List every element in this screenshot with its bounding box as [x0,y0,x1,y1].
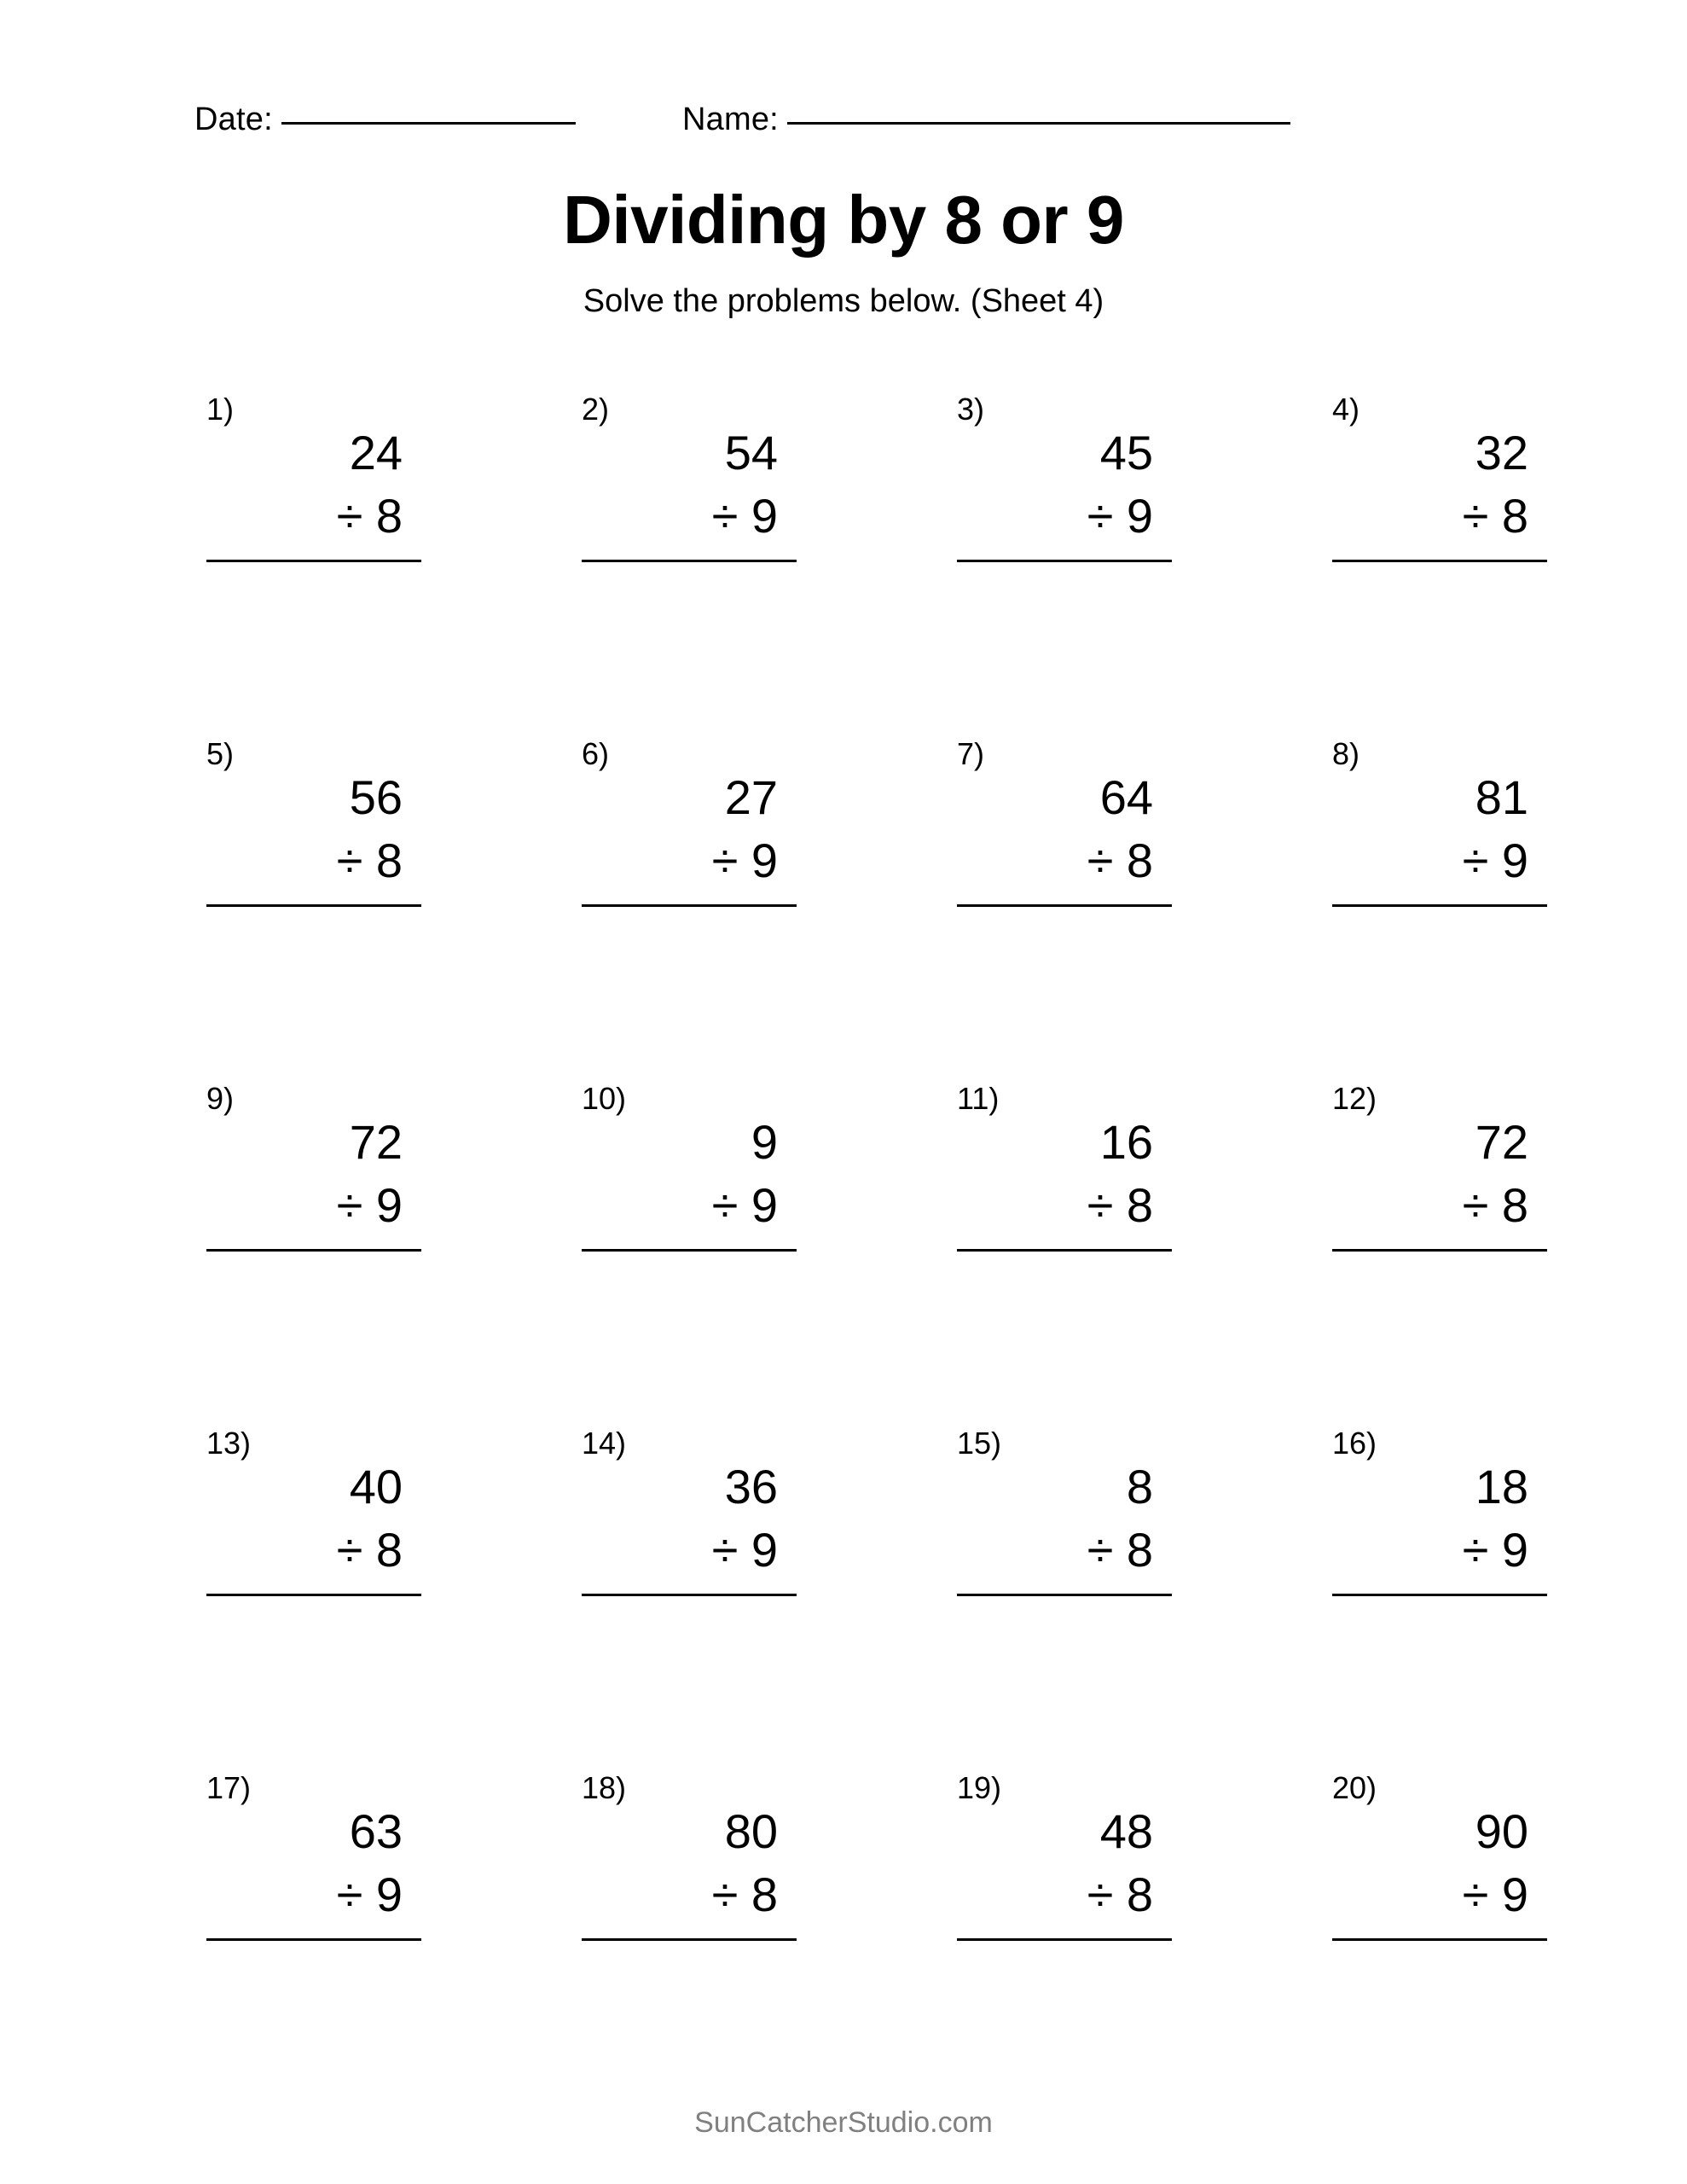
date-write-line[interactable] [281,122,576,125]
answer-line[interactable] [206,904,421,907]
problem-number: 2) [582,392,610,427]
divisor: ÷ 9 [1462,834,1528,887]
date-field-group [194,101,576,138]
problem-item [171,392,546,737]
answer-line[interactable] [957,1249,1172,1252]
problem-expression [957,1455,1170,1582]
name-write-line[interactable] [787,122,1290,125]
problem-number: 3) [957,392,985,427]
problem-number: 10) [582,1081,627,1116]
dividend: 32 [1475,426,1528,479]
problem-expression [582,1800,795,1926]
problem-expression [1332,1111,1545,1237]
dividend: 63 [349,1804,403,1858]
answer-line[interactable] [206,1249,421,1252]
problem-expression [1332,1455,1545,1582]
problem-item [1296,1082,1672,1426]
dividend: 36 [724,1460,778,1513]
problem-number: 1) [206,392,235,427]
page-subtitle: Solve the problems below. (Sheet 4) [583,283,1104,319]
answer-line[interactable] [1332,1249,1547,1252]
problem-expression [1332,421,1545,548]
dividend: 64 [1099,770,1153,824]
divisor: ÷ 9 [711,1523,778,1577]
divisor: ÷ 8 [1087,834,1153,887]
divisor: ÷ 9 [1087,489,1153,543]
dividend: 48 [1099,1804,1153,1858]
problem-item [921,737,1296,1082]
divisor: ÷ 8 [336,489,403,543]
problem-expression [957,1800,1170,1926]
problem-item [546,1082,921,1426]
problem-item [171,737,546,1082]
dividend: 54 [724,426,778,479]
problem-number: 7) [957,736,985,771]
problem-number: 16) [1332,1426,1377,1461]
problem-number: 20) [1332,1770,1377,1805]
problem-expression [206,1111,420,1237]
problem-expression [957,421,1170,548]
problem-item [1296,1771,1672,2116]
problem-expression [582,421,795,548]
problem-item [1296,1426,1672,1771]
dividend: 27 [724,770,778,824]
problem-expression [206,1800,420,1926]
answer-line[interactable] [206,1938,421,1941]
problem-expression [1332,766,1545,892]
answer-line[interactable] [1332,904,1547,907]
problem-expression [1332,1800,1545,1926]
dividend: 72 [1475,1115,1528,1169]
problem-expression [206,421,420,548]
problem-number: 4) [1332,392,1360,427]
answer-line[interactable] [582,1594,797,1596]
answer-line[interactable] [582,904,797,907]
problem-item [921,1771,1296,2116]
problem-item [546,1771,921,2116]
problem-item [546,1426,921,1771]
problem-expression [582,1455,795,1582]
problem-number: 13) [206,1426,252,1461]
problem-item [171,1426,546,1771]
divisor: ÷ 8 [336,834,403,887]
problem-item [921,1082,1296,1426]
name-label: Name: [682,102,779,137]
problem-expression [206,1455,420,1582]
problem-number: 14) [582,1426,627,1461]
divisor: ÷ 9 [711,1178,778,1232]
answer-line[interactable] [957,560,1172,562]
dividend: 56 [349,770,403,824]
problem-number: 9) [206,1081,235,1116]
problem-grid [171,392,1535,2116]
problem-number: 5) [206,736,235,771]
divisor: ÷ 8 [1087,1178,1153,1232]
answer-line[interactable] [957,1938,1172,1941]
problem-expression [582,1111,795,1237]
divisor: ÷ 9 [711,834,778,887]
date-label: Date: [194,102,273,137]
answer-line[interactable] [582,560,797,562]
dividend: 80 [724,1804,778,1858]
answer-line[interactable] [1332,1594,1547,1596]
dividend: 18 [1475,1460,1528,1513]
problem-number: 11) [957,1081,1000,1116]
problem-expression [957,1111,1170,1237]
page-title: Dividing by 8 or 9 [563,182,1124,258]
dividend: 9 [751,1115,778,1169]
problem-number: 12) [1332,1081,1377,1116]
problem-item [1296,392,1672,737]
divisor: ÷ 9 [1462,1867,1528,1921]
answer-line[interactable] [582,1938,797,1941]
divisor: ÷ 8 [711,1867,778,1921]
footer-attribution: SunCatcherStudio.com [694,2106,993,2139]
problem-item [921,1426,1296,1771]
problem-item [921,392,1296,737]
divisor: ÷ 8 [336,1523,403,1577]
problem-item [171,1082,546,1426]
worksheet-header [0,101,1687,152]
problem-expression [206,766,420,892]
answer-line[interactable] [206,1594,421,1596]
name-field-group [682,101,1290,138]
dividend: 45 [1099,426,1153,479]
problem-item [171,1771,546,2116]
problem-item [546,737,921,1082]
problem-expression [957,766,1170,892]
problem-item [1296,737,1672,1082]
divisor: ÷ 8 [1462,489,1528,543]
divisor: ÷ 9 [336,1178,403,1232]
problem-number: 17) [206,1770,252,1805]
problem-number: 15) [957,1426,1002,1461]
divisor: ÷ 8 [1462,1178,1528,1232]
answer-line[interactable] [1332,1938,1547,1941]
dividend: 40 [349,1460,403,1513]
problem-expression [582,766,795,892]
divisor: ÷ 9 [711,489,778,543]
answer-line[interactable] [957,1594,1172,1596]
answer-line[interactable] [957,904,1172,907]
dividend: 72 [349,1115,403,1169]
dividend: 16 [1099,1115,1153,1169]
divisor: ÷ 8 [1087,1523,1153,1577]
problem-number: 19) [957,1770,1002,1805]
divisor: ÷ 8 [1087,1867,1153,1921]
problem-number: 6) [582,736,610,771]
problem-number: 8) [1332,736,1360,771]
divisor: ÷ 9 [336,1867,403,1921]
answer-line[interactable] [206,560,421,562]
dividend: 8 [1126,1460,1153,1513]
answer-line[interactable] [582,1249,797,1252]
answer-line[interactable] [1332,560,1547,562]
dividend: 90 [1475,1804,1528,1858]
dividend: 81 [1475,770,1528,824]
divisor: ÷ 9 [1462,1523,1528,1577]
problem-item [546,392,921,737]
problem-number: 18) [582,1770,627,1805]
dividend: 24 [349,426,403,479]
